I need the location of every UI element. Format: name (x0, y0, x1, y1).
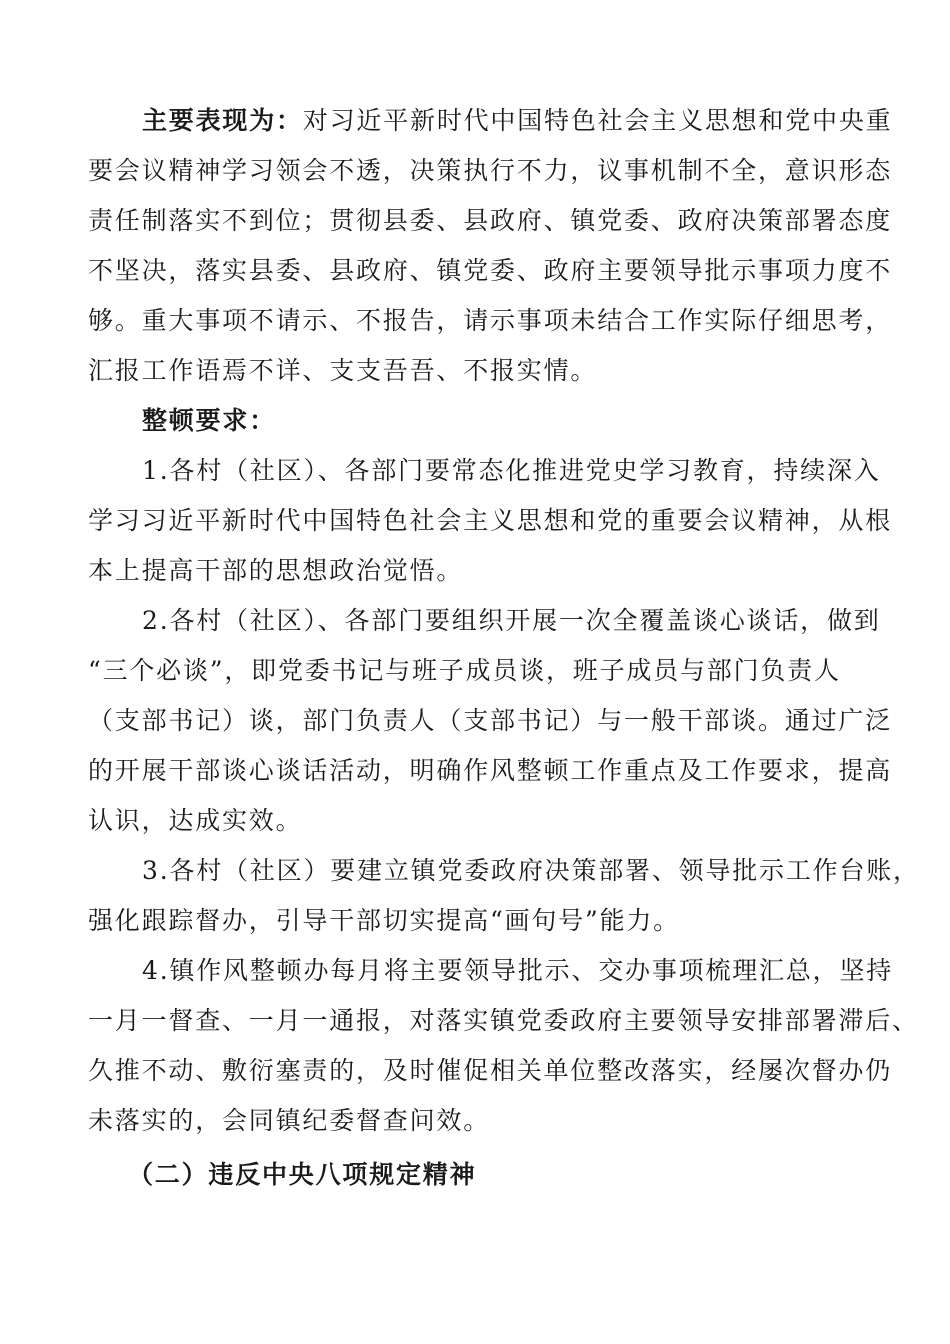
paragraph-line: 学习习近平新时代中国特色社会主义思想和党的重要会议精神，从根 (88, 506, 893, 535)
paragraph-line: 主要表现为：对习近平新时代中国特色社会主义思想和党中央重 (142, 106, 893, 135)
paragraph-line: 要会议精神学习领会不透，决策执行不力，议事机制不全，意识形态 (88, 156, 893, 185)
requirement-item-2 (88, 596, 893, 846)
paragraph-line: 1.各村（社区）、各部门要常态化推进党史学习教育，持续深入 (142, 456, 881, 485)
paragraph-line: 4.镇作风整顿办每月将主要领导批示、交办事项梳理汇总，坚持 (142, 956, 894, 985)
paragraph-line: 未落实的，会同镇纪委督查问效。 (88, 1106, 491, 1135)
paragraph-line: 3.各村（社区）要建立镇党委政府决策部署、领导批示工作台账， (142, 856, 920, 885)
requirements-heading: 整顿要求： (142, 406, 277, 435)
requirement-item-4 (88, 946, 919, 1146)
document-body (88, 96, 920, 1200)
paragraph-line: 够。重大事项不请示、不报告，请示事项未结合工作实际仔细思考， (88, 306, 893, 335)
paragraph-line: 认识，达成实效。 (88, 806, 303, 835)
paragraph-line: 不坚决，落实县委、县政府、镇党委、政府主要领导批示事项力度不 (88, 256, 893, 285)
requirement-item-3 (88, 846, 920, 946)
paragraph-line: 汇报工作语焉不详、支支吾吾、不报实情。 (88, 356, 598, 385)
paragraph-line: 2.各村（社区）、各部门要组织开展一次全覆盖谈心谈话，做到 (142, 606, 881, 635)
paragraph-line: 的开展干部谈心谈话活动，明确作风整顿工作重点及工作要求，提高 (88, 756, 893, 785)
paragraph-line: 强化跟踪督办，引导干部切实提高“画句号”能力。 (88, 906, 680, 935)
lead-label: 主要表现为： (142, 106, 303, 135)
requirement-item-1 (88, 446, 893, 596)
manifestations-paragraph (88, 96, 893, 396)
paragraph-line: 本上提高干部的思想政治觉悟。 (88, 556, 464, 585)
paragraph-line: “三个必谈”，即党委书记与班子成员谈，班子成员与部门负责人 (88, 656, 841, 685)
paragraph-line: 久推不动、敷衍塞责的，及时催促相关单位整改落实，经屡次督办仍 (88, 1056, 893, 1085)
paragraph-line: 责任制落实不到位；贯彻县委、县政府、镇党委、政府决策部署态度 (88, 206, 893, 235)
section-heading: （二）违反中央八项规定精神 (128, 1160, 477, 1189)
paragraph-line: 一月一督查、一月一通报，对落实镇党委政府主要领导安排部署滞后、 (88, 1006, 919, 1035)
paragraph-line: （支部书记）谈，部门负责人（支部书记）与一般干部谈。通过广泛 (88, 706, 893, 735)
